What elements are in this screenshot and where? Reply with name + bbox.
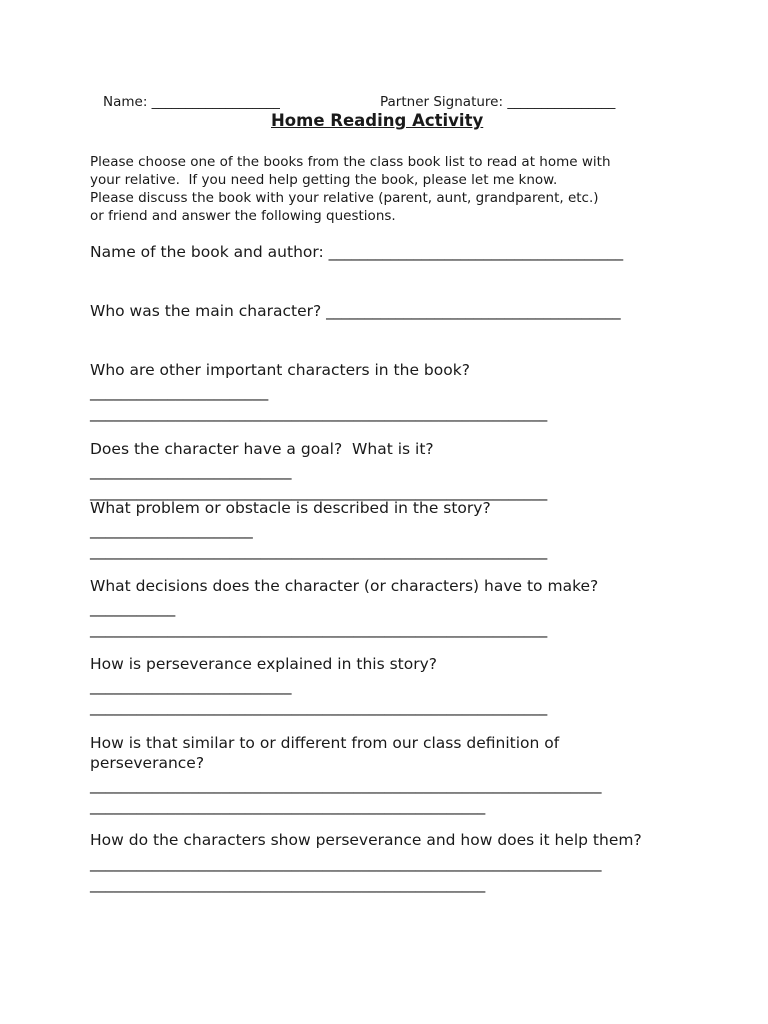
partner-signature-label: Partner Signature: ________________ bbox=[380, 94, 616, 110]
answer-line: ___________________________________________________________ bbox=[90, 542, 548, 560]
question-character-goal: Does the character have a goal? What is it? bbox=[90, 440, 434, 458]
intro-line-3: Please discuss the book with your relative (parent, aunt, grandparent, etc.) bbox=[90, 190, 599, 206]
question-book-author: Name of the book and author: ______________________________________ bbox=[90, 243, 624, 261]
page-title: Home Reading Activity bbox=[271, 111, 484, 130]
intro-line-4: or friend and answer the following questions. bbox=[90, 208, 396, 224]
answer-line: __________________________________________________________________ bbox=[90, 776, 602, 794]
answer-line: ___________________________________________________ bbox=[90, 797, 486, 815]
answer-line: ___________________________________________________________ bbox=[90, 483, 548, 501]
answer-line: ___________________________________________________________ bbox=[90, 698, 548, 716]
question-main-character: Who was the main character? ______________________________________ bbox=[90, 302, 621, 320]
question-problem-obstacle: What problem or obstacle is described in the story? bbox=[90, 499, 491, 517]
question-perseverance-explained: How is perseverance explained in this story? bbox=[90, 655, 437, 673]
answer-line: _______________________ bbox=[90, 383, 269, 401]
question-decisions: What decisions does the character (or characters) have to make? bbox=[90, 577, 599, 595]
answer-line: ___________________________________________________________ bbox=[90, 404, 548, 422]
intro-line-2: your relative. If you need help getting the book, please let me know. bbox=[90, 172, 558, 188]
question-other-characters: Who are other important characters in the book? bbox=[90, 361, 470, 379]
question-class-definition-cont: perseverance? bbox=[90, 754, 205, 772]
question-characters-show-perseverance: How do the characters show perseverance and how does it help them? bbox=[90, 831, 642, 849]
answer-line: ___________ bbox=[90, 599, 176, 617]
answer-line: __________________________________________________________________ bbox=[90, 854, 602, 872]
question-class-definition: How is that similar to or different from our class definition of bbox=[90, 734, 560, 752]
intro-line-1: Please choose one of the books from the class book list to read at home with bbox=[90, 154, 611, 170]
answer-line: ___________________________________________________________ bbox=[90, 620, 548, 638]
name-field-label: Name: ___________________ bbox=[103, 94, 280, 110]
answer-line: ___________________________________________________ bbox=[90, 875, 486, 893]
answer-line: _____________________ bbox=[90, 521, 253, 539]
answer-line: __________________________ bbox=[90, 462, 292, 480]
answer-line: __________________________ bbox=[90, 677, 292, 695]
